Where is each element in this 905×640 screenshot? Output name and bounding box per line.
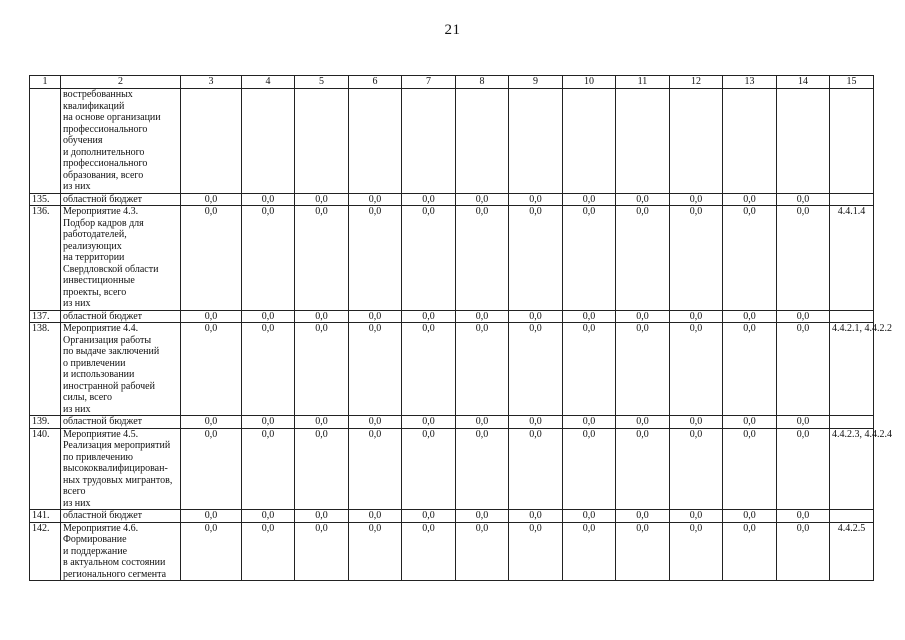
row-name-line: востребованных bbox=[63, 89, 133, 100]
row-name-line: Формирование bbox=[63, 534, 127, 545]
value-cell-col-9: 0,0 bbox=[509, 193, 563, 206]
value-cell-col-6: 0,0 bbox=[349, 428, 402, 510]
value-cell-col-4 bbox=[242, 89, 295, 194]
row-name-line: из них bbox=[63, 497, 91, 509]
page-number: 21 bbox=[444, 22, 461, 38]
row-name-line: профессионального bbox=[63, 158, 148, 169]
value-cell-col-3: 0,0 bbox=[181, 510, 242, 523]
value-cell-col-4: 0,0 bbox=[242, 510, 295, 523]
table-row bbox=[30, 193, 874, 206]
row-name-line: по выдаче заключений bbox=[63, 346, 160, 357]
value-cell-col-10: 0,0 bbox=[563, 416, 616, 429]
value-cell-col-8: 0,0 bbox=[456, 323, 509, 416]
value-cell-col-6: 0,0 bbox=[349, 193, 402, 206]
row-index: 137. bbox=[30, 310, 61, 323]
value-cell-col-7: 0,0 bbox=[402, 416, 456, 429]
value-cell-col-4: 0,0 bbox=[242, 193, 295, 206]
value-cell-col-14: 0,0 bbox=[777, 193, 830, 206]
value-cell-col-7: 0,0 bbox=[402, 510, 456, 523]
value-cell-col-9: 0,0 bbox=[509, 428, 563, 510]
value-cell-col-14: 0,0 bbox=[777, 206, 830, 311]
value-cell-col-7: 0,0 bbox=[402, 323, 456, 416]
value-cell-col-11: 0,0 bbox=[616, 206, 670, 311]
value-cell-col-12 bbox=[670, 89, 723, 194]
value-cell-col-13: 0,0 bbox=[723, 510, 777, 523]
row-name-line: регионального сегмента bbox=[63, 568, 167, 580]
value-cell-col-13: 0,0 bbox=[723, 193, 777, 206]
value-cell-col-6: 0,0 bbox=[349, 522, 402, 581]
target-code bbox=[830, 510, 874, 523]
value-cell-col-5: 0,0 bbox=[295, 206, 349, 311]
value-cell-col-4: 0,0 bbox=[242, 428, 295, 510]
value-cell-col-3: 0,0 bbox=[181, 416, 242, 429]
value-cell-col-12: 0,0 bbox=[670, 416, 723, 429]
value-cell-col-5: 0,0 bbox=[295, 522, 349, 581]
column-header-5: 5 bbox=[295, 76, 349, 89]
row-name-line: реализующих bbox=[63, 240, 122, 252]
value-cell-col-12: 0,0 bbox=[670, 510, 723, 523]
value-cell-col-3: 0,0 bbox=[181, 522, 242, 581]
value-cell-col-13: 0,0 bbox=[723, 428, 777, 510]
table-row bbox=[30, 428, 874, 510]
row-name-line: Мероприятие 4.4. bbox=[63, 323, 139, 334]
row-name-line: из них bbox=[63, 181, 91, 192]
value-cell-col-12: 0,0 bbox=[670, 310, 723, 323]
column-header-14: 14 bbox=[777, 76, 830, 89]
value-cell-col-8: 0,0 bbox=[456, 310, 509, 323]
value-cell-col-12: 0,0 bbox=[670, 206, 723, 311]
row-index bbox=[30, 89, 61, 194]
row-name-line: областной бюджет bbox=[63, 416, 143, 427]
table-row bbox=[30, 310, 874, 323]
target-code bbox=[830, 416, 874, 429]
value-cell-col-4: 0,0 bbox=[242, 206, 295, 311]
value-cell-col-5: 0,0 bbox=[295, 510, 349, 523]
value-cell-col-14: 0,0 bbox=[777, 323, 830, 416]
row-name bbox=[61, 323, 181, 416]
column-header-1: 1 bbox=[30, 76, 61, 89]
row-index: 138. bbox=[30, 323, 61, 416]
row-name-line: квалификаций bbox=[63, 100, 125, 112]
value-cell-col-11: 0,0 bbox=[616, 310, 670, 323]
value-cell-col-7 bbox=[402, 89, 456, 194]
value-cell-col-14: 0,0 bbox=[777, 428, 830, 510]
value-cell-col-7: 0,0 bbox=[402, 193, 456, 206]
table-row bbox=[30, 323, 874, 416]
row-name-line: Реализация мероприятий bbox=[63, 440, 171, 451]
value-cell-col-3 bbox=[181, 89, 242, 194]
value-cell-col-9: 0,0 bbox=[509, 510, 563, 523]
column-header-2: 2 bbox=[61, 76, 181, 89]
table-row bbox=[30, 510, 874, 523]
value-cell-col-3: 0,0 bbox=[181, 206, 242, 311]
row-name-line: Мероприятие 4.6. bbox=[63, 522, 139, 534]
value-cell-col-10 bbox=[563, 89, 616, 194]
row-name-line: из них bbox=[63, 298, 91, 309]
value-cell-col-9: 0,0 bbox=[509, 310, 563, 323]
column-header-15: 15 bbox=[830, 76, 874, 89]
value-cell-col-3: 0,0 bbox=[181, 193, 242, 206]
row-index: 142. bbox=[30, 522, 61, 581]
target-code bbox=[830, 89, 874, 194]
value-cell-col-7: 0,0 bbox=[402, 310, 456, 323]
row-name-line: Подбор кадров для bbox=[63, 217, 144, 229]
row-name-line: областной бюджет bbox=[63, 510, 143, 521]
row-name-line: на основе организации bbox=[63, 112, 161, 123]
row-name bbox=[61, 310, 181, 323]
column-header-9: 9 bbox=[509, 76, 563, 89]
column-header-12: 12 bbox=[670, 76, 723, 89]
value-cell-col-9: 0,0 bbox=[509, 206, 563, 311]
budget-table bbox=[29, 75, 892, 581]
value-cell-col-7: 0,0 bbox=[402, 428, 456, 510]
row-name-line: всего bbox=[63, 486, 86, 497]
column-header-13: 13 bbox=[723, 76, 777, 89]
value-cell-col-9 bbox=[509, 89, 563, 194]
value-cell-col-9: 0,0 bbox=[509, 416, 563, 429]
value-cell-col-4: 0,0 bbox=[242, 522, 295, 581]
value-cell-col-8: 0,0 bbox=[456, 510, 509, 523]
value-cell-col-10: 0,0 bbox=[563, 206, 616, 311]
target-code: 4.4.1.4 bbox=[830, 206, 874, 311]
value-cell-col-6: 0,0 bbox=[349, 323, 402, 416]
row-name-line: о привлечении bbox=[63, 357, 126, 369]
value-cell-col-10: 0,0 bbox=[563, 522, 616, 581]
value-cell-col-4: 0,0 bbox=[242, 310, 295, 323]
value-cell-col-11: 0,0 bbox=[616, 522, 670, 581]
value-cell-col-12: 0,0 bbox=[670, 193, 723, 206]
value-cell-col-8: 0,0 bbox=[456, 428, 509, 510]
value-cell-col-3: 0,0 bbox=[181, 310, 242, 323]
value-cell-col-14: 0,0 bbox=[777, 416, 830, 429]
value-cell-col-12: 0,0 bbox=[670, 522, 723, 581]
value-cell-col-4: 0,0 bbox=[242, 416, 295, 429]
row-name-line: и поддержание bbox=[63, 545, 128, 557]
row-name-line: инвестиционные bbox=[63, 275, 135, 286]
value-cell-col-10: 0,0 bbox=[563, 323, 616, 416]
row-name-line: Мероприятие 4.5. bbox=[63, 428, 139, 440]
value-cell-col-12: 0,0 bbox=[670, 428, 723, 510]
row-name-line: в актуальном состоянии bbox=[63, 557, 166, 568]
row-name bbox=[61, 522, 181, 581]
row-name bbox=[61, 510, 181, 523]
value-cell-col-6: 0,0 bbox=[349, 310, 402, 323]
row-index: 141. bbox=[30, 510, 61, 523]
row-name-line: профессионального bbox=[63, 123, 148, 135]
value-cell-col-8: 0,0 bbox=[456, 193, 509, 206]
value-cell-col-10: 0,0 bbox=[563, 310, 616, 323]
value-cell-col-13: 0,0 bbox=[723, 206, 777, 311]
row-name-line: на территории bbox=[63, 252, 125, 263]
row-name-line: высококвалифицирован- bbox=[63, 463, 168, 474]
value-cell-col-14: 0,0 bbox=[777, 510, 830, 523]
table-header-row bbox=[30, 76, 874, 89]
row-name-line: по привлечению bbox=[63, 451, 133, 463]
value-cell-col-14: 0,0 bbox=[777, 522, 830, 581]
row-index: 139. bbox=[30, 416, 61, 429]
value-cell-col-13: 0,0 bbox=[723, 310, 777, 323]
value-cell-col-5 bbox=[295, 89, 349, 194]
value-cell-col-5: 0,0 bbox=[295, 428, 349, 510]
value-cell-col-5: 0,0 bbox=[295, 193, 349, 206]
target-code: 4.4.2.1, 4.4.2.2 bbox=[830, 323, 874, 416]
row-name-line: работодателей, bbox=[63, 229, 127, 240]
value-cell-col-6: 0,0 bbox=[349, 510, 402, 523]
value-cell-col-13: 0,0 bbox=[723, 323, 777, 416]
value-cell-col-11: 0,0 bbox=[616, 416, 670, 429]
row-index: 136. bbox=[30, 206, 61, 311]
column-header-6: 6 bbox=[349, 76, 402, 89]
row-name-line: образования, всего bbox=[63, 169, 144, 181]
row-name-line: Свердловской области bbox=[63, 263, 159, 275]
row-name-line: ных трудовых мигрантов, bbox=[63, 474, 173, 486]
value-cell-col-13: 0,0 bbox=[723, 522, 777, 581]
row-name bbox=[61, 416, 181, 429]
value-cell-col-12: 0,0 bbox=[670, 323, 723, 416]
row-name-line: Организация работы bbox=[63, 334, 152, 346]
value-cell-col-6: 0,0 bbox=[349, 206, 402, 311]
target-code bbox=[830, 310, 874, 323]
row-name-line: обучения bbox=[63, 135, 103, 146]
value-cell-col-6: 0,0 bbox=[349, 416, 402, 429]
value-cell-col-11: 0,0 bbox=[616, 193, 670, 206]
value-cell-col-4: 0,0 bbox=[242, 323, 295, 416]
value-cell-col-11 bbox=[616, 89, 670, 194]
row-name bbox=[61, 428, 181, 510]
row-index: 135. bbox=[30, 193, 61, 206]
value-cell-col-3: 0,0 bbox=[181, 323, 242, 416]
value-cell-col-11: 0,0 bbox=[616, 510, 670, 523]
row-name-line: из них bbox=[63, 403, 91, 415]
value-cell-col-7: 0,0 bbox=[402, 522, 456, 581]
row-name-line: и использовании bbox=[63, 369, 135, 380]
row-name-line: Мероприятие 4.3. bbox=[63, 206, 139, 217]
value-cell-col-10: 0,0 bbox=[563, 510, 616, 523]
value-cell-col-9: 0,0 bbox=[509, 323, 563, 416]
column-header-7: 7 bbox=[402, 76, 456, 89]
row-name-line: и дополнительного bbox=[63, 146, 145, 158]
table-row bbox=[30, 522, 874, 581]
row-index: 140. bbox=[30, 428, 61, 510]
column-header-11: 11 bbox=[616, 76, 670, 89]
value-cell-col-13: 0,0 bbox=[723, 416, 777, 429]
value-cell-col-8: 0,0 bbox=[456, 522, 509, 581]
value-cell-col-8: 0,0 bbox=[456, 416, 509, 429]
table-row bbox=[30, 89, 874, 194]
row-name bbox=[61, 206, 181, 311]
value-cell-col-8: 0,0 bbox=[456, 206, 509, 311]
value-cell-col-11: 0,0 bbox=[616, 323, 670, 416]
value-cell-col-14 bbox=[777, 89, 830, 194]
row-name-line: областной бюджет bbox=[63, 310, 143, 322]
row-name-line: силы, всего bbox=[63, 392, 113, 403]
value-cell-col-7: 0,0 bbox=[402, 206, 456, 311]
row-name-line: областной бюджет bbox=[63, 193, 143, 205]
value-cell-col-5: 0,0 bbox=[295, 416, 349, 429]
table-row bbox=[30, 206, 874, 311]
value-cell-col-5: 0,0 bbox=[295, 323, 349, 416]
value-cell-col-13 bbox=[723, 89, 777, 194]
value-cell-col-6 bbox=[349, 89, 402, 194]
row-name-line: проекты, всего bbox=[63, 286, 127, 298]
value-cell-col-10: 0,0 bbox=[563, 193, 616, 206]
row-name-line: иностранной рабочей bbox=[63, 380, 155, 392]
value-cell-col-8 bbox=[456, 89, 509, 194]
row-name bbox=[61, 193, 181, 206]
value-cell-col-11: 0,0 bbox=[616, 428, 670, 510]
value-cell-col-3: 0,0 bbox=[181, 428, 242, 510]
target-code bbox=[830, 193, 874, 206]
column-header-8: 8 bbox=[456, 76, 509, 89]
column-header-4: 4 bbox=[242, 76, 295, 89]
value-cell-col-14: 0,0 bbox=[777, 310, 830, 323]
table-body bbox=[30, 89, 892, 581]
table-row bbox=[30, 416, 874, 429]
column-header-3: 3 bbox=[181, 76, 242, 89]
value-cell-col-9: 0,0 bbox=[509, 522, 563, 581]
value-cell-col-10: 0,0 bbox=[563, 428, 616, 510]
column-header-10: 10 bbox=[563, 76, 616, 89]
target-code: 4.4.2.5 bbox=[830, 522, 874, 581]
value-cell-col-5: 0,0 bbox=[295, 310, 349, 323]
row-name bbox=[61, 89, 181, 194]
target-code: 4.4.2.3, 4.4.2.4 bbox=[830, 428, 874, 510]
